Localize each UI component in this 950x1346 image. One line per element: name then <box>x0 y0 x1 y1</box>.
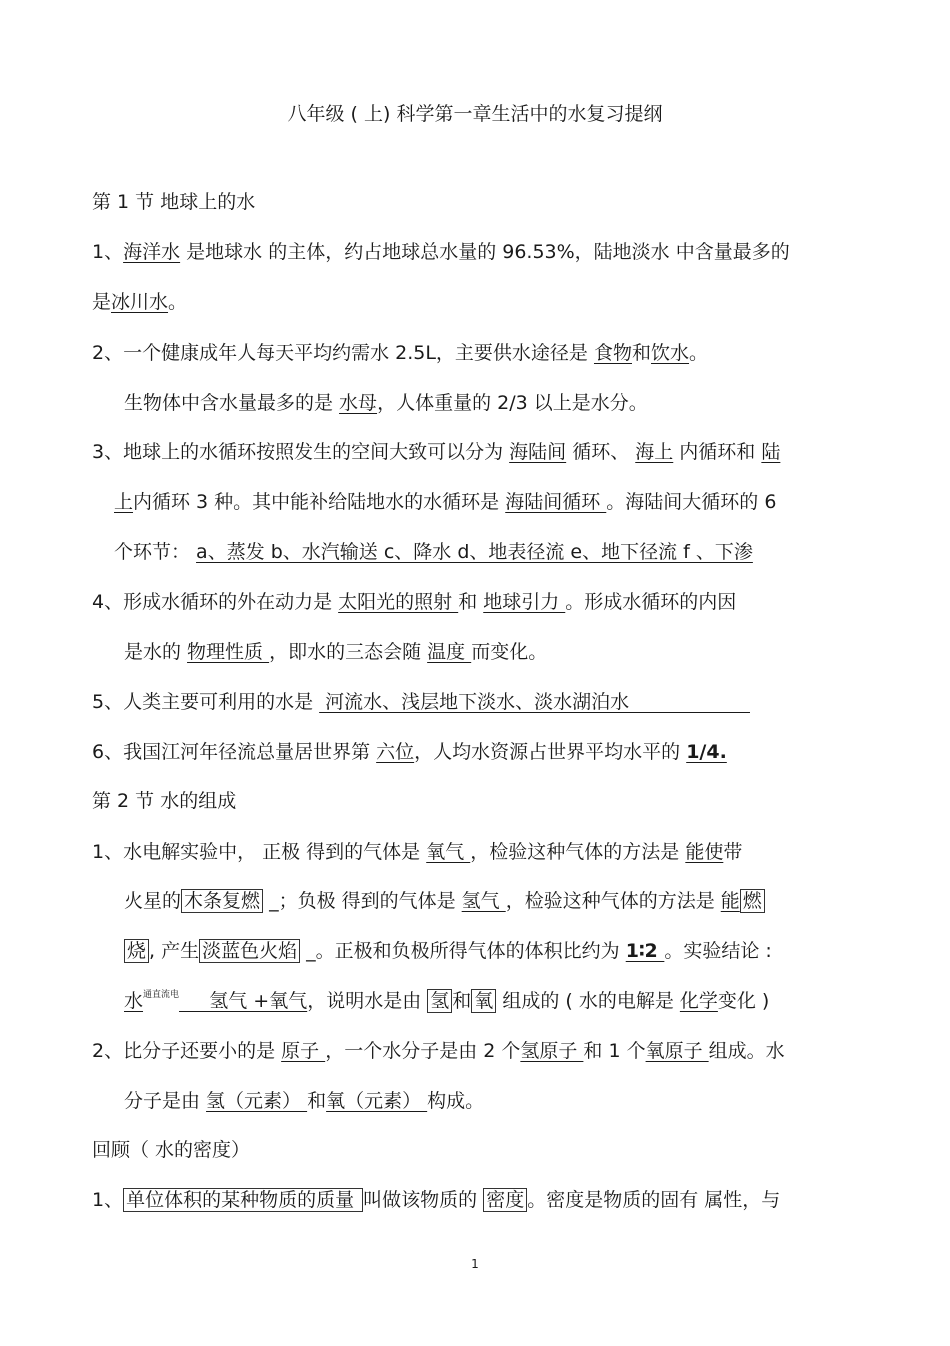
s1-q2-line1: 2、一个健康成年人每天平均约需水 2.5L，主要供水途径是 食物和饮水。 <box>92 342 709 364</box>
s1-q5: 5、人类主要可利用的水是 河流水、浅层地下淡水、淡水湖泊水 <box>92 691 750 713</box>
s2-q1-line4: 水$^{通直流电}$ 氢气 +氧气，说明水是由 氢 和 氧 组成的 ( 水的电解是 化学变化 ) <box>124 990 770 1012</box>
s1-q3-line2: 上内循环 3 种。其中能补给陆地水的水循环是 海陆间循环 。海陆间大循环的 6 <box>114 491 777 513</box>
page-title: 八年级 ( 上) 科学第一章生活中的水复习提纲 <box>287 103 663 125</box>
section-3-heading: 回顾（ 水的密度） <box>92 1139 251 1161</box>
s1-q6: 6、我国江河年径流总量居世界第 六位，人均水资源占世界平均水平的 1/4. <box>92 741 727 763</box>
s1-q1-line1: 1、海洋水 是地球水 的主体，约占地球总水量的 96.53%，陆地淡水 中含量最多的 <box>92 241 790 263</box>
s1-q4-line1: 4、形成水循环的外在动力是 太阳光的照射 和 地球引力 。形成水循环的内因 <box>92 591 737 613</box>
s2-q1-line2: 火星的 木条复燃 _；负极 得到的气体是 氢气 ，检验这种气体的方法是 能 燃 <box>124 889 765 913</box>
s1-q3-line1: 3、地球上的水循环按照发生的空间大致可以分为 海陆间 循环、 海上 内循环和 陆 <box>92 441 781 463</box>
s2-q2-line2: 分子是由 氢（元素） 和氧（元素） 构成。 <box>124 1090 485 1112</box>
s1-q1-line2: 是冰川水。 <box>92 291 188 313</box>
section-2-heading: 第 2 节 水的组成 <box>92 790 237 812</box>
page-number: 1 <box>471 1257 479 1271</box>
section-1-heading: 第 1 节 地球上的水 <box>92 191 256 213</box>
s1-q3-line3: 个环节： a、蒸发 b、水汽输送 c、降水 d、地表径流 e、地下径流 f 、下渗 <box>114 541 753 563</box>
s1-q4-line2: 是水的 物理性质 ，即水的三态会随 温度 而变化。 <box>124 641 548 663</box>
s1-q2-line2: 生物体中含水量最多的是 水母，人体重量的 2/3 以上是水分。 <box>124 392 648 414</box>
s2-q1-line3: 烧 , 产生 淡蓝色火焰 _。正极和负极所得气体的体积比约为 1∶2 。实验结论 : <box>124 939 772 963</box>
s2-q1-line1: 1、水电解实验中， 正极 得到的气体是 氧气 ，检验这种气体的方法是 能使带 <box>92 841 743 863</box>
s2-q2-line1: 2、比分子还要小的是 原子 ，一个水分子是由 2 个氢原子 和 1 个氧原子 组成。水 <box>92 1040 785 1062</box>
s3-q1-line1: 1、 单位体积的某种物质的质量 叫做该物质的 密度 。密度是物质的固有 属性，与 <box>92 1189 781 1211</box>
